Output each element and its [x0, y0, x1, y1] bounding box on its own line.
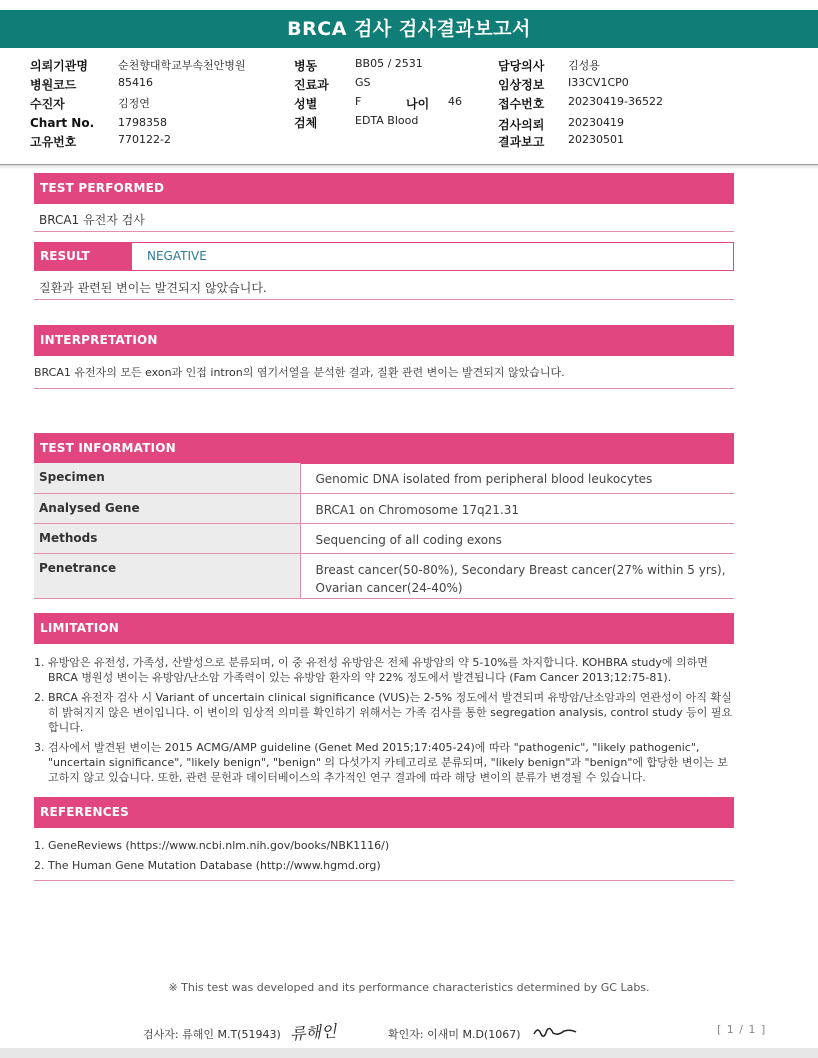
value-accession-no: 20230419-36522 [568, 95, 663, 108]
limitation-item: 3. 검사에서 발견된 변이는 2015 ACMG/AMP guideline (Genet Med 2015;17:405-24)에 따라 "pathogenic", "likely pathogenic", "uncertain significance", "likely benign", "benign" 의 다섯가지 카테고리로 분류되며, "likely benign"과 "benign"에 합당한 변이는 보고하지 않고 있습니다. 또한, 관련 문헌과 데이터베이스의 추가적인 연구 결과에 따라 해당 변이의 분류가 변경될 수 있습니다. [48, 740, 735, 785]
label-accession-no: 접수번호 [498, 97, 545, 111]
table-row [34, 523, 734, 553]
label-unique-id: 고유번호 [30, 135, 77, 149]
table-row [34, 493, 734, 523]
value-age: 46 [448, 95, 462, 108]
label-requesting-institution: 의뢰기관명 [30, 59, 88, 73]
test-information-table [34, 463, 734, 599]
divider [34, 299, 734, 300]
label-report-date: 결과보고 [498, 135, 545, 149]
limitation-item: 1. 유방암은 유전성, 가족성, 산발성으로 분류되며, 이 중 유전성 유방암은 전체 유방암의 약 5-10%를 차지합니다. KOHBRA study에 의하면 BRCA 병원성 변이는 유방암/난소암 가족력이 있는 유방암 환자의 약 22% 정도에서 발견됩니다 (Fam Cancer 2013;12:75-81). [48, 655, 735, 685]
label-request-date: 검사의뢰 [498, 118, 545, 132]
patient-info [0, 55, 818, 165]
row-value: Genomic DNA isolated from peripheral blood leukocytes [300, 463, 734, 493]
references-heading: REFERENCES [34, 797, 734, 828]
value-specimen: EDTA Blood [355, 114, 419, 127]
references-list [35, 838, 735, 878]
divider [34, 388, 734, 389]
reference-item: 2. The Human Gene Mutation Database (http://www.hgmd.org) [48, 858, 735, 873]
label-specimen: 검체 [294, 116, 318, 130]
result-row [34, 242, 734, 271]
result-value: NEGATIVE [147, 249, 207, 263]
confirmer-signature-mark [532, 1024, 578, 1040]
test-information-heading: TEST INFORMATION [34, 433, 734, 464]
reference-item: 1. GeneReviews (https://www.ncbi.nlm.nih.gov/books/NBK1116/) [48, 838, 735, 853]
limitation-list [35, 655, 735, 790]
interpretation-heading: INTERPRETATION [34, 325, 734, 356]
value-department: GS [355, 76, 371, 89]
label-ward: 병동 [294, 59, 318, 73]
label-hospital-code: 병원코드 [30, 78, 77, 92]
test-performed-heading: TEST PERFORMED [34, 173, 734, 204]
header-divider-shadow [0, 165, 818, 169]
row-value: Sequencing of all coding exons [300, 523, 734, 553]
row-key: Analysed Gene [34, 493, 300, 523]
value-clinical-info: I33CV1CP0 [568, 76, 629, 89]
limitation-heading: LIMITATION [34, 613, 734, 644]
row-key: Specimen [34, 463, 300, 493]
value-patient: 김정연 [118, 97, 150, 110]
label-clinical-info: 임상정보 [498, 78, 545, 92]
bottom-bar [0, 1048, 818, 1058]
interpretation-text: BRCA1 유전자의 모든 exon과 인접 intron의 염기서열을 분석한 결과, 질환 관련 변이는 발견되지 않았습니다. [34, 366, 565, 379]
limitation-item: 2. BRCA 유전자 검사 시 Variant of uncertain clinical significance (VUS)는 2-5% 정도에서 발견되며 유방암/난소암과의 연관성이 아직 확실히 밝혀지지 않은 변이입니다. 이 변이의 임상적 의미를 확인하기 위해서는 가족 검사를 통한 segregation analysis, control study 등이 필요합니다. [48, 690, 735, 735]
label-chart-no: Chart No. [30, 116, 95, 130]
divider [34, 231, 734, 232]
row-key: Methods [34, 523, 300, 553]
value-chart-no: 1798358 [118, 116, 167, 129]
value-request-date: 20230419 [568, 116, 624, 129]
value-ward: BB05 / 2531 [355, 57, 423, 70]
tester-signature: 류해인 [289, 1021, 338, 1044]
divider [34, 880, 734, 881]
label-patient: 수진자 [30, 97, 65, 111]
test-performed-value: BRCA1 유전자 검사 [39, 213, 145, 227]
report-title: BRCA 검사 검사결과보고서 [0, 10, 818, 48]
row-key: Penetrance [34, 553, 300, 598]
confirmer: 확인자: 이새미 M.D(1067) [388, 1028, 521, 1041]
value-unique-id: 770122-2 [118, 133, 171, 146]
page-number: [ 1 / 1 ] [717, 1023, 767, 1036]
row-value: BRCA1 on Chromosome 17q21.31 [300, 493, 734, 523]
table-row [34, 553, 734, 598]
label-department: 진료과 [294, 78, 329, 92]
value-hospital-code: 85416 [118, 76, 153, 89]
value-report-date: 20230501 [568, 133, 624, 146]
result-note: 질환과 관련된 변이는 발견되지 않았습니다. [39, 281, 267, 295]
label-sex: 성별 [294, 97, 318, 111]
label-age: 나이 [406, 97, 430, 111]
value-sex: F [355, 95, 362, 108]
value-doctor: 김성용 [568, 59, 600, 72]
label-doctor: 담당의사 [498, 59, 545, 73]
table-row [34, 463, 734, 493]
result-label: RESULT [35, 243, 132, 270]
row-value: Breast cancer(50-80%), Secondary Breast cancer(27% within 5 yrs), Ovarian cancer(24-40%) [300, 553, 734, 598]
footer-note: ※ This test was developed and its performance characteristics determined by GC Labs. [168, 981, 650, 994]
value-requesting-institution: 순천향대학교부속천안병원 [118, 59, 246, 72]
tester: 검사자: 류해인 M.T(51943) [143, 1028, 281, 1041]
